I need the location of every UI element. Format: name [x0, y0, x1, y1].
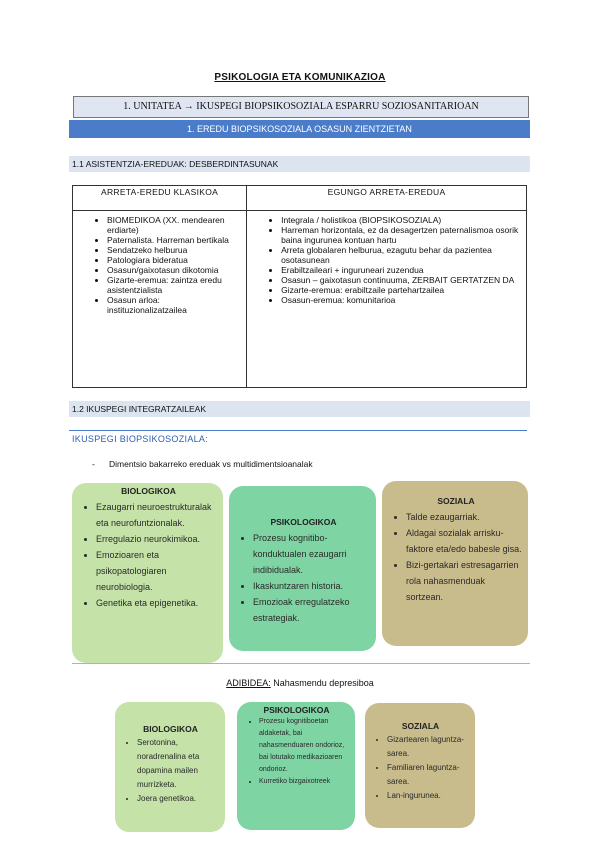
- list-item: • Ezaugarri neuroestrukturalak eta neurofuntzionalak.: [96, 499, 217, 531]
- list-item: • Gizarte-eremua: erabiltzaile partehartzailea: [281, 285, 520, 295]
- psychological-card: [229, 486, 376, 651]
- divider: [72, 663, 530, 664]
- list-item: • Osasun-eremua: komunitarioa: [281, 295, 520, 305]
- list-item: • Emozioak erregulatzeko estrategiak.: [253, 594, 370, 626]
- example-biological-card: [115, 702, 225, 832]
- card-title: BIOLOGIKOA: [143, 724, 198, 734]
- example-psychological-card: [237, 702, 355, 830]
- list-item: • Sendatzeko helburua: [107, 245, 240, 255]
- list-item: • Emozioaren eta psikopatologiaren neurobiologia.: [96, 547, 217, 595]
- dash-list-item: [92, 459, 313, 469]
- section-heading-1-1: 1.1 ASISTENTZIA-EREDUAK: DESBERDINTASUNAK: [69, 156, 530, 172]
- list-item: • Kurretiko bizgaixotreek: [259, 776, 350, 788]
- list-item: • Prozesu kognitibo-konduktualen ezaugarri indibidualak.: [253, 530, 370, 578]
- card-title: SOZIALA: [437, 496, 475, 506]
- list-item: • Erregulazio neurokimikoa.: [96, 531, 217, 547]
- example-social-card: [365, 703, 475, 828]
- list-item: • Integrala / holistikoa (BIOPSIKOSOZIALA): [281, 215, 520, 225]
- list-item: • Lan-ingurunea.: [387, 789, 470, 803]
- table-header-classic: ARRETA-EREDU KLASIKOA: [73, 186, 247, 211]
- dash-marker: -: [92, 459, 109, 469]
- list-item: • Ikaskuntzaren historia.: [253, 578, 370, 594]
- current-model-cell: [247, 211, 527, 388]
- section-heading-1-2: 1.2 IKUSPEGI INTEGRATZAILEAK: [69, 401, 530, 417]
- list-item: • Arreta globalaren helburua, ezagutu behar da pazientea osotasunean: [281, 245, 520, 265]
- list-item: • Bizi-gertakari estresagarrien rola nahasmenduak sortzean.: [406, 557, 522, 605]
- card-title: PSIKOLOGIKOA: [270, 517, 337, 527]
- list-item: • Osasun/gaixotasun dikotomia: [107, 265, 240, 275]
- table-header-current: EGUNGO ARRETA-EREDUA: [247, 186, 527, 211]
- unit-title: 1. UNITATEA → IKUSPEGI BIOPSIKOSOZIALA ESPARRU SOZIOSANITARIOAN: [73, 96, 529, 118]
- example-label: ADIBIDEA:: [226, 678, 271, 688]
- example-heading: [0, 678, 600, 688]
- divider: [69, 430, 527, 431]
- list-item: • Gizartearen laguntza-sarea.: [387, 733, 470, 761]
- list-item: • Paternalista. Harreman bertikala: [107, 235, 240, 245]
- list-item: • Gizarte-eremua: zaintza eredu asistentzialista: [107, 275, 240, 295]
- list-item: • Osasun arloa: instituzionalizatzailea: [107, 295, 240, 315]
- list-item: • Aldagai sozialak arrisku-faktore eta/edo babesle gisa.: [406, 525, 522, 557]
- list-item: • Familiaren laguntza-sarea.: [387, 761, 470, 789]
- list-item: • Prozesu kognitiboetan aldaketak, bai nahasmenduaren ondorioz, bai lotutako medikazioaren ondorioz.: [259, 716, 350, 776]
- example-text: Nahasmendu depresiboa: [270, 678, 374, 688]
- list-item: • Osasun – gaixotasun continuuma, ZERBAIT GERTATZEN DA: [281, 275, 520, 285]
- list-item: • Serotonina, noradrenalina eta dopamina mailen murrizketa.: [137, 736, 220, 792]
- section-banner: 1. EREDU BIOPSIKOSOZIALA OSASUN ZIENTZIETAN: [69, 120, 530, 138]
- page-title: PSIKOLOGIA ETA KOMUNIKAZIOA: [214, 72, 386, 83]
- list-item: • BIOMEDIKOA (XX. mendearen erdiarte): [107, 215, 240, 235]
- list-item: • Genetika eta epigenetika.: [96, 595, 217, 611]
- list-item: • Erabiltzaileari + inguruneari zuzendua: [281, 265, 520, 275]
- list-item: • Joera genetikoa.: [137, 792, 220, 806]
- card-title: BIOLOGIKOA: [121, 486, 176, 496]
- biological-card: [72, 483, 223, 663]
- comparison-table: [72, 185, 527, 388]
- classic-model-cell: [73, 211, 247, 388]
- list-item: • Talde ezaugarriak.: [406, 509, 522, 525]
- list-item: • Harreman horizontala, ez da desagertzen paternalismoa osorik baina ingurunea kontuan hartu: [281, 225, 520, 245]
- card-title: SOZIALA: [401, 721, 440, 731]
- social-card: [382, 481, 528, 646]
- subheading: IKUSPEGI BIOPSIKOSOZIALA:: [72, 434, 209, 444]
- dash-item-text: Dimentsio bakarreko ereduak vs multidimentsioanalak: [109, 459, 313, 469]
- list-item: • Patologiara bideratua: [107, 255, 240, 265]
- card-title: PSIKOLOGIKOA: [263, 705, 330, 715]
